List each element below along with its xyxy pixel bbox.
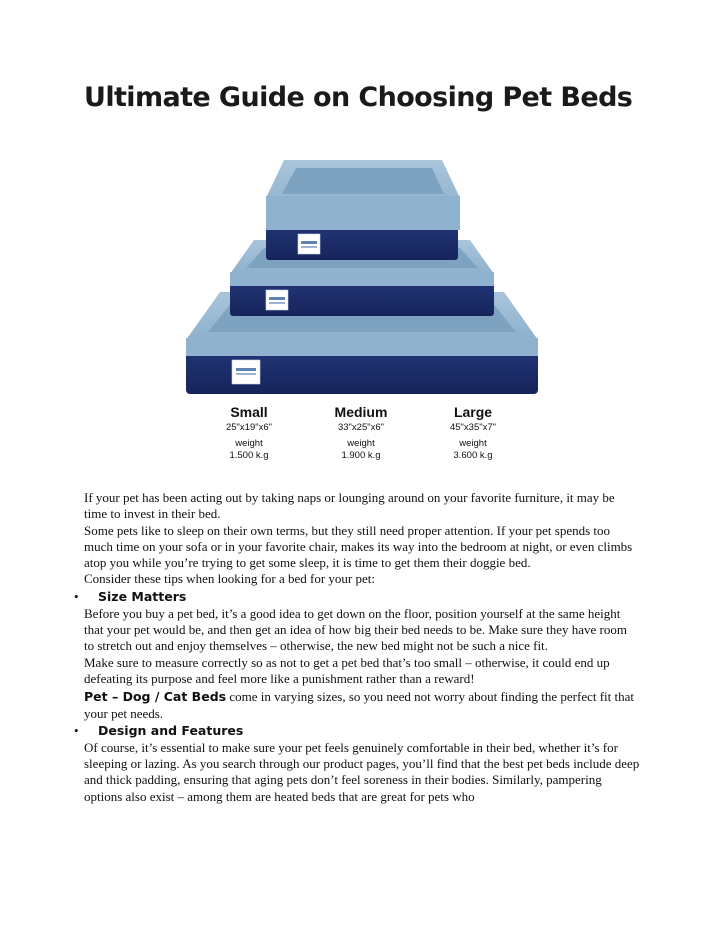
paragraph-comfort: Of course, it’s essential to make sure your pet feels genuinely comfortable in their bed, whether it’s for sleeping or lazing. As you search through our product pages, you’ll find that the best pet beds include deep and thick padding, ensuring that aging pets don’t feel soreness in their bodies. Similarly, pampering options also exist – among them are heated beds that are great for pets who — [84, 739, 640, 804]
weight-value: 3.600 k.g — [453, 450, 493, 461]
paragraph-consider-tips: Consider these tips when looking for a bed for your pet: — [84, 571, 375, 587]
size-dimensions: 25"x19"x6" — [225, 422, 273, 433]
size-name: Large — [453, 404, 493, 420]
pet-beds-figure — [180, 152, 550, 474]
stacked-pet-beds-image — [180, 152, 550, 402]
weight-label: weight — [459, 438, 487, 449]
bullet-size-matters — [74, 588, 640, 606]
size-medium — [324, 404, 398, 462]
size-small — [214, 404, 284, 462]
size-large — [436, 404, 510, 462]
bullet-design-features — [74, 722, 640, 740]
small-bed — [266, 160, 460, 260]
weight-value: 1.900 k.g — [341, 450, 381, 461]
pet-beds-link-text: Pet – Dog / Cat Beds — [84, 689, 227, 705]
page-title: Ultimate Guide on Choosing Pet Beds — [84, 82, 633, 113]
size-name: Small — [230, 404, 268, 420]
bullet-heading: Size Matters — [98, 588, 187, 604]
bullet-glyph: • — [74, 588, 79, 604]
pet-beds-rest-text: come in varying sizes, so you need not worry about finding the perfect fit that your pet needs. — [84, 689, 635, 721]
paragraph-pet-beds — [84, 689, 640, 722]
paragraph-before-you-buy: Before you buy a pet bed, it’s a good idea to get down on the floor, position yourself at the same height that your pet would be, and then get an idea of how big their bed needs to be. Make sure they have room to stretch out and enjoy themselves – otherwise, the new bed might not be such a nice fit. — [84, 605, 627, 654]
paragraph-measure: Make sure to measure correctly so as not to get a pet bed that’s too small – otherwise, it could end up defeating its purpose and feel more like a punishment rather than a reward! — [84, 654, 610, 686]
article-body — [74, 490, 640, 805]
weight-label: weight — [347, 438, 375, 449]
size-dimensions: 33"x25"x6" — [337, 422, 385, 433]
size-dimensions: 45"x35"x7" — [449, 422, 497, 433]
bullet-glyph: • — [74, 722, 79, 738]
weight-label: weight — [235, 438, 263, 449]
weight-value: 1.500 k.g — [229, 450, 269, 461]
bullet-heading: Design and Features — [98, 722, 244, 738]
paragraph-intro: If your pet has been acting out by taking naps or lounging around on your favorite furniture, it may be time to invest in their bed. — [84, 490, 615, 522]
paragraph-pets-sleep: Some pets like to sleep on their own terms, but they still need proper attention. If your pet spends too much time on your sofa or in your favorite chair, makes its way into the bedroom at night, or even climbs atop you while you’re trying to get some sleep, it is time to get them their doggie bed. — [84, 522, 633, 571]
size-name: Medium — [334, 404, 388, 420]
